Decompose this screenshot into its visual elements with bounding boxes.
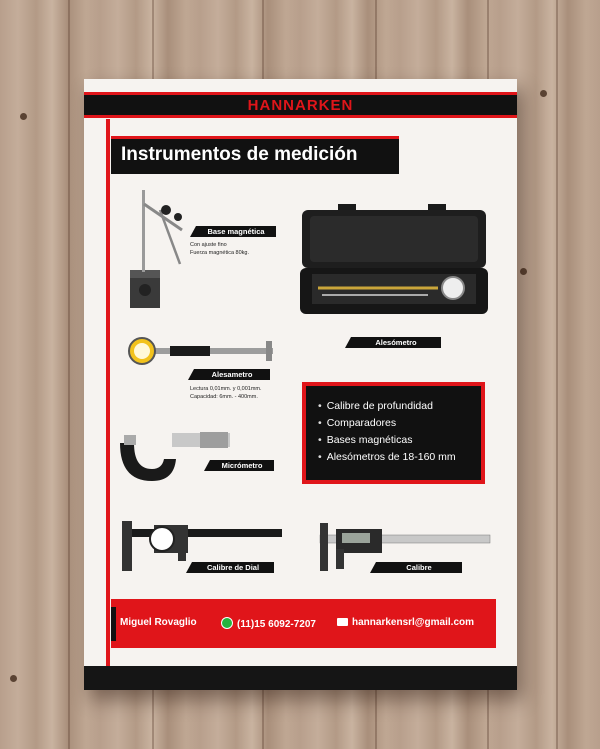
email-address: hannarkensrl@gmail.com [352,617,475,628]
header-bar [84,92,517,118]
note-alesametro-2: Capacidad: 6mm. - 400mm. [190,394,258,400]
feature-item: • Calibre de profundidad [318,398,481,415]
wood-plank-line [68,0,70,749]
nail-icon [540,90,547,97]
nail-icon [520,268,527,275]
contact-email [337,617,474,628]
contact-bar-stripe [111,607,116,641]
mail-icon [337,618,348,626]
poster [84,79,517,690]
contact-name: Miguel Rovaglio [120,617,197,628]
feature-item: • Comparadores [318,415,481,432]
title-box [111,136,399,174]
contact-phone [221,617,316,630]
note-alesametro-1: Lectura 0,01mm. y 0,001mm. [190,386,262,392]
dial-bore-gauge-image [118,335,283,367]
whatsapp-icon [221,617,233,629]
left-red-rule [106,119,110,679]
bore-gauge-case-image [298,204,490,322]
features-list [306,386,481,466]
label-calibre-dial: Calibre de Dial [192,562,274,573]
footer-bar [84,666,517,690]
label-calibre: Calibre [376,562,462,573]
nail-icon [10,675,17,682]
phone-number: (11)15 6092-7207 [237,619,316,630]
page-title: Instrumentos de medición [121,144,358,165]
magnetic-base-image [122,182,192,312]
features-box [302,382,485,484]
note-base-magnetica-1: Con ajuste fino [190,242,227,248]
label-base-magnetica: Base magnética [196,226,276,237]
label-micrometro: Micrómetro [210,460,274,471]
wood-plank-line [556,0,558,749]
label-alesometro: Alesómetro [351,337,441,348]
note-base-magnetica-2: Fuerza magnética 80kg. [190,250,250,256]
contact-bar [111,599,496,648]
feature-item: • Alesómetros de 18-160 mm [318,449,481,466]
nail-icon [20,113,27,120]
label-alesametro: Alesametro [194,369,270,380]
feature-item: • Bases magnéticas [318,432,481,449]
micrometer-image [114,429,234,487]
brand-logo: HANNARKEN [247,97,354,114]
